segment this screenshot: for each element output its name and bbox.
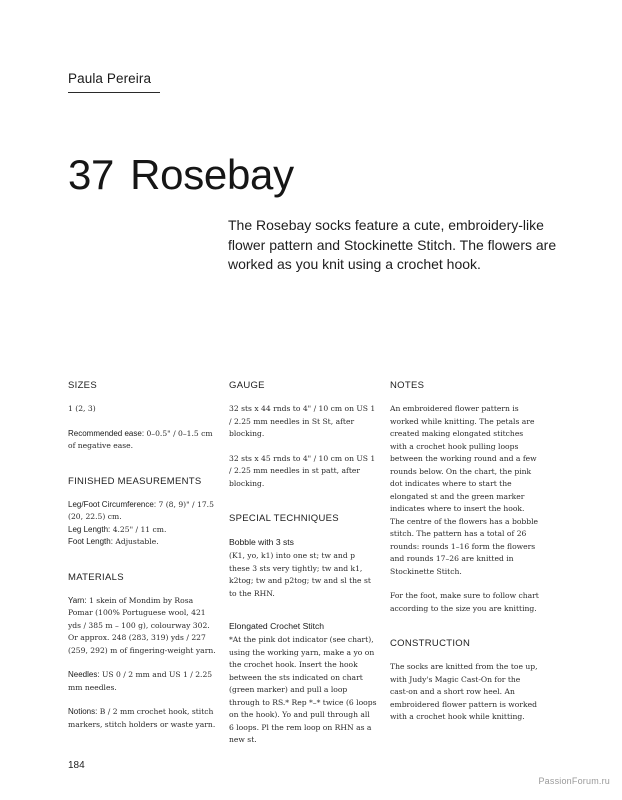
leg-foot-label: Leg/Foot Circumference: (68, 499, 157, 509)
special-heading: SPECIAL TECHNIQUES (229, 513, 339, 524)
notions-label: Notions: (68, 707, 98, 716)
sizes-values: 1 (2, 3) (68, 404, 96, 413)
gauge-stst: 32 sts x 44 rnds to 4" / 10 cm on US 1 / 2.25 mm needles in St St, after blocking. (229, 404, 376, 438)
page-number: 184 (68, 760, 85, 771)
foot-length-label: Foot Length: (68, 537, 113, 546)
pattern-title (68, 150, 294, 200)
leg-foot-block (68, 499, 218, 524)
gauge-heading: GAUGE (229, 380, 265, 391)
notions-text: B / 2 mm crochet hook, stitch markers, stitch holders or waste yarn. (68, 707, 216, 729)
sizes-heading: SIZES (68, 380, 97, 391)
finished-heading: FINISHED MEASUREMENTS (68, 475, 202, 487)
foot-length-block (68, 536, 218, 549)
notions-block (68, 706, 218, 731)
author-underline (68, 92, 160, 93)
leg-length-block (68, 524, 218, 537)
ease-label: Recommended ease: (68, 428, 145, 438)
ease-text: 0–0.5" / 0–1.5 cm of negative ease. (68, 428, 213, 450)
column-right (390, 380, 540, 724)
intro-paragraph: The Rosebay socks feature a cute, embroidery-like flower pattern and Stockinette Stitch. The flowers are worked as you knit using a crochet hook. (228, 217, 557, 272)
elongated-title: Elongated Crochet Stitch (229, 621, 325, 631)
needles-label: Needles: (68, 670, 100, 679)
leg-length-text: 4.25" / 11 cm. (112, 524, 167, 534)
bobble-title: Bobble with 3 sts (229, 537, 294, 547)
pattern-name: Rosebay (130, 151, 294, 198)
leg-foot-text: 7 (8, 9)" / 17.5 (20, 22.5) cm. (68, 499, 214, 521)
column-left (68, 380, 218, 731)
ease-block (68, 428, 218, 453)
yarn-label: Yarn: (68, 595, 87, 605)
needles-text: US 0 / 2 mm and US 1 / 2.25 mm needles. (68, 670, 213, 692)
notes-heading: NOTES (390, 380, 425, 391)
materials-heading: MATERIALS (68, 571, 124, 583)
column-middle (229, 380, 377, 747)
watermark: PassionForum.ru (538, 776, 610, 786)
notes-paragraph-1: An embroidered flower pattern is worked while knitting. The petals are created making elongated stitches with a crochet hook pulling loops between the working round and a few rounds below. On the chart, the pink dot indicates where to start the elongated st and the green marker indicates where to insert the hook. The centre of the flowers has a bobble stitch. The pattern has a total of 26 rounds: rounds 1–16 form the flowers and rounds 17–26 are knitted in Stockinette Stitch. (390, 404, 539, 576)
pattern-number: 37 (68, 151, 115, 198)
needles-block (68, 669, 218, 694)
foot-length-text: Adjustable. (115, 537, 159, 546)
gauge-pattern: 32 sts x 45 rnds to 4" / 10 cm on US 1 / 2.25 mm needles in st patt, after blocking. (229, 453, 376, 488)
elongated-text: *At the pink dot indicator (see chart), using the working yarn, make a yo on the crochet hook. Insert the hook between the sts indicated on chart (green marker) and pull a loop through to RS.* Rep *–* twice (6 loops on the hook). Yo and pull through all 6 loops. Pl the rem loop on RHN as a new st. (229, 635, 377, 744)
author-name: Paula Pereira (68, 71, 152, 86)
yarn-text: 1 skein of Mondim by Rosa Pomar (100% Portuguese wool, 421 yds / 385 m – 100 g), colourway 302. Or approx. 248 (283, 319) yds / 227 (259, 292) m of fingering-weight yarn. (68, 595, 216, 655)
leg-length-label: Leg Length: (68, 524, 111, 534)
bobble-text: (K1, yo, k1) into one st; tw and p these 3 sts very tightly; tw and k1, k2tog; tw and p2tog; tw and sl the st to the RHN. (229, 551, 371, 598)
construction-text: The socks are knitted from the toe up, with Judy's Magic Cast-On for the cast-on and a short row heel. An embroidered flower pattern is worked with a crochet hook while knitting. (390, 662, 538, 721)
notes-paragraph-2: For the foot, make sure to follow chart according to the size you are knitting. (390, 591, 539, 613)
yarn-block (68, 595, 218, 658)
construction-heading: CONSTRUCTION (390, 638, 471, 649)
